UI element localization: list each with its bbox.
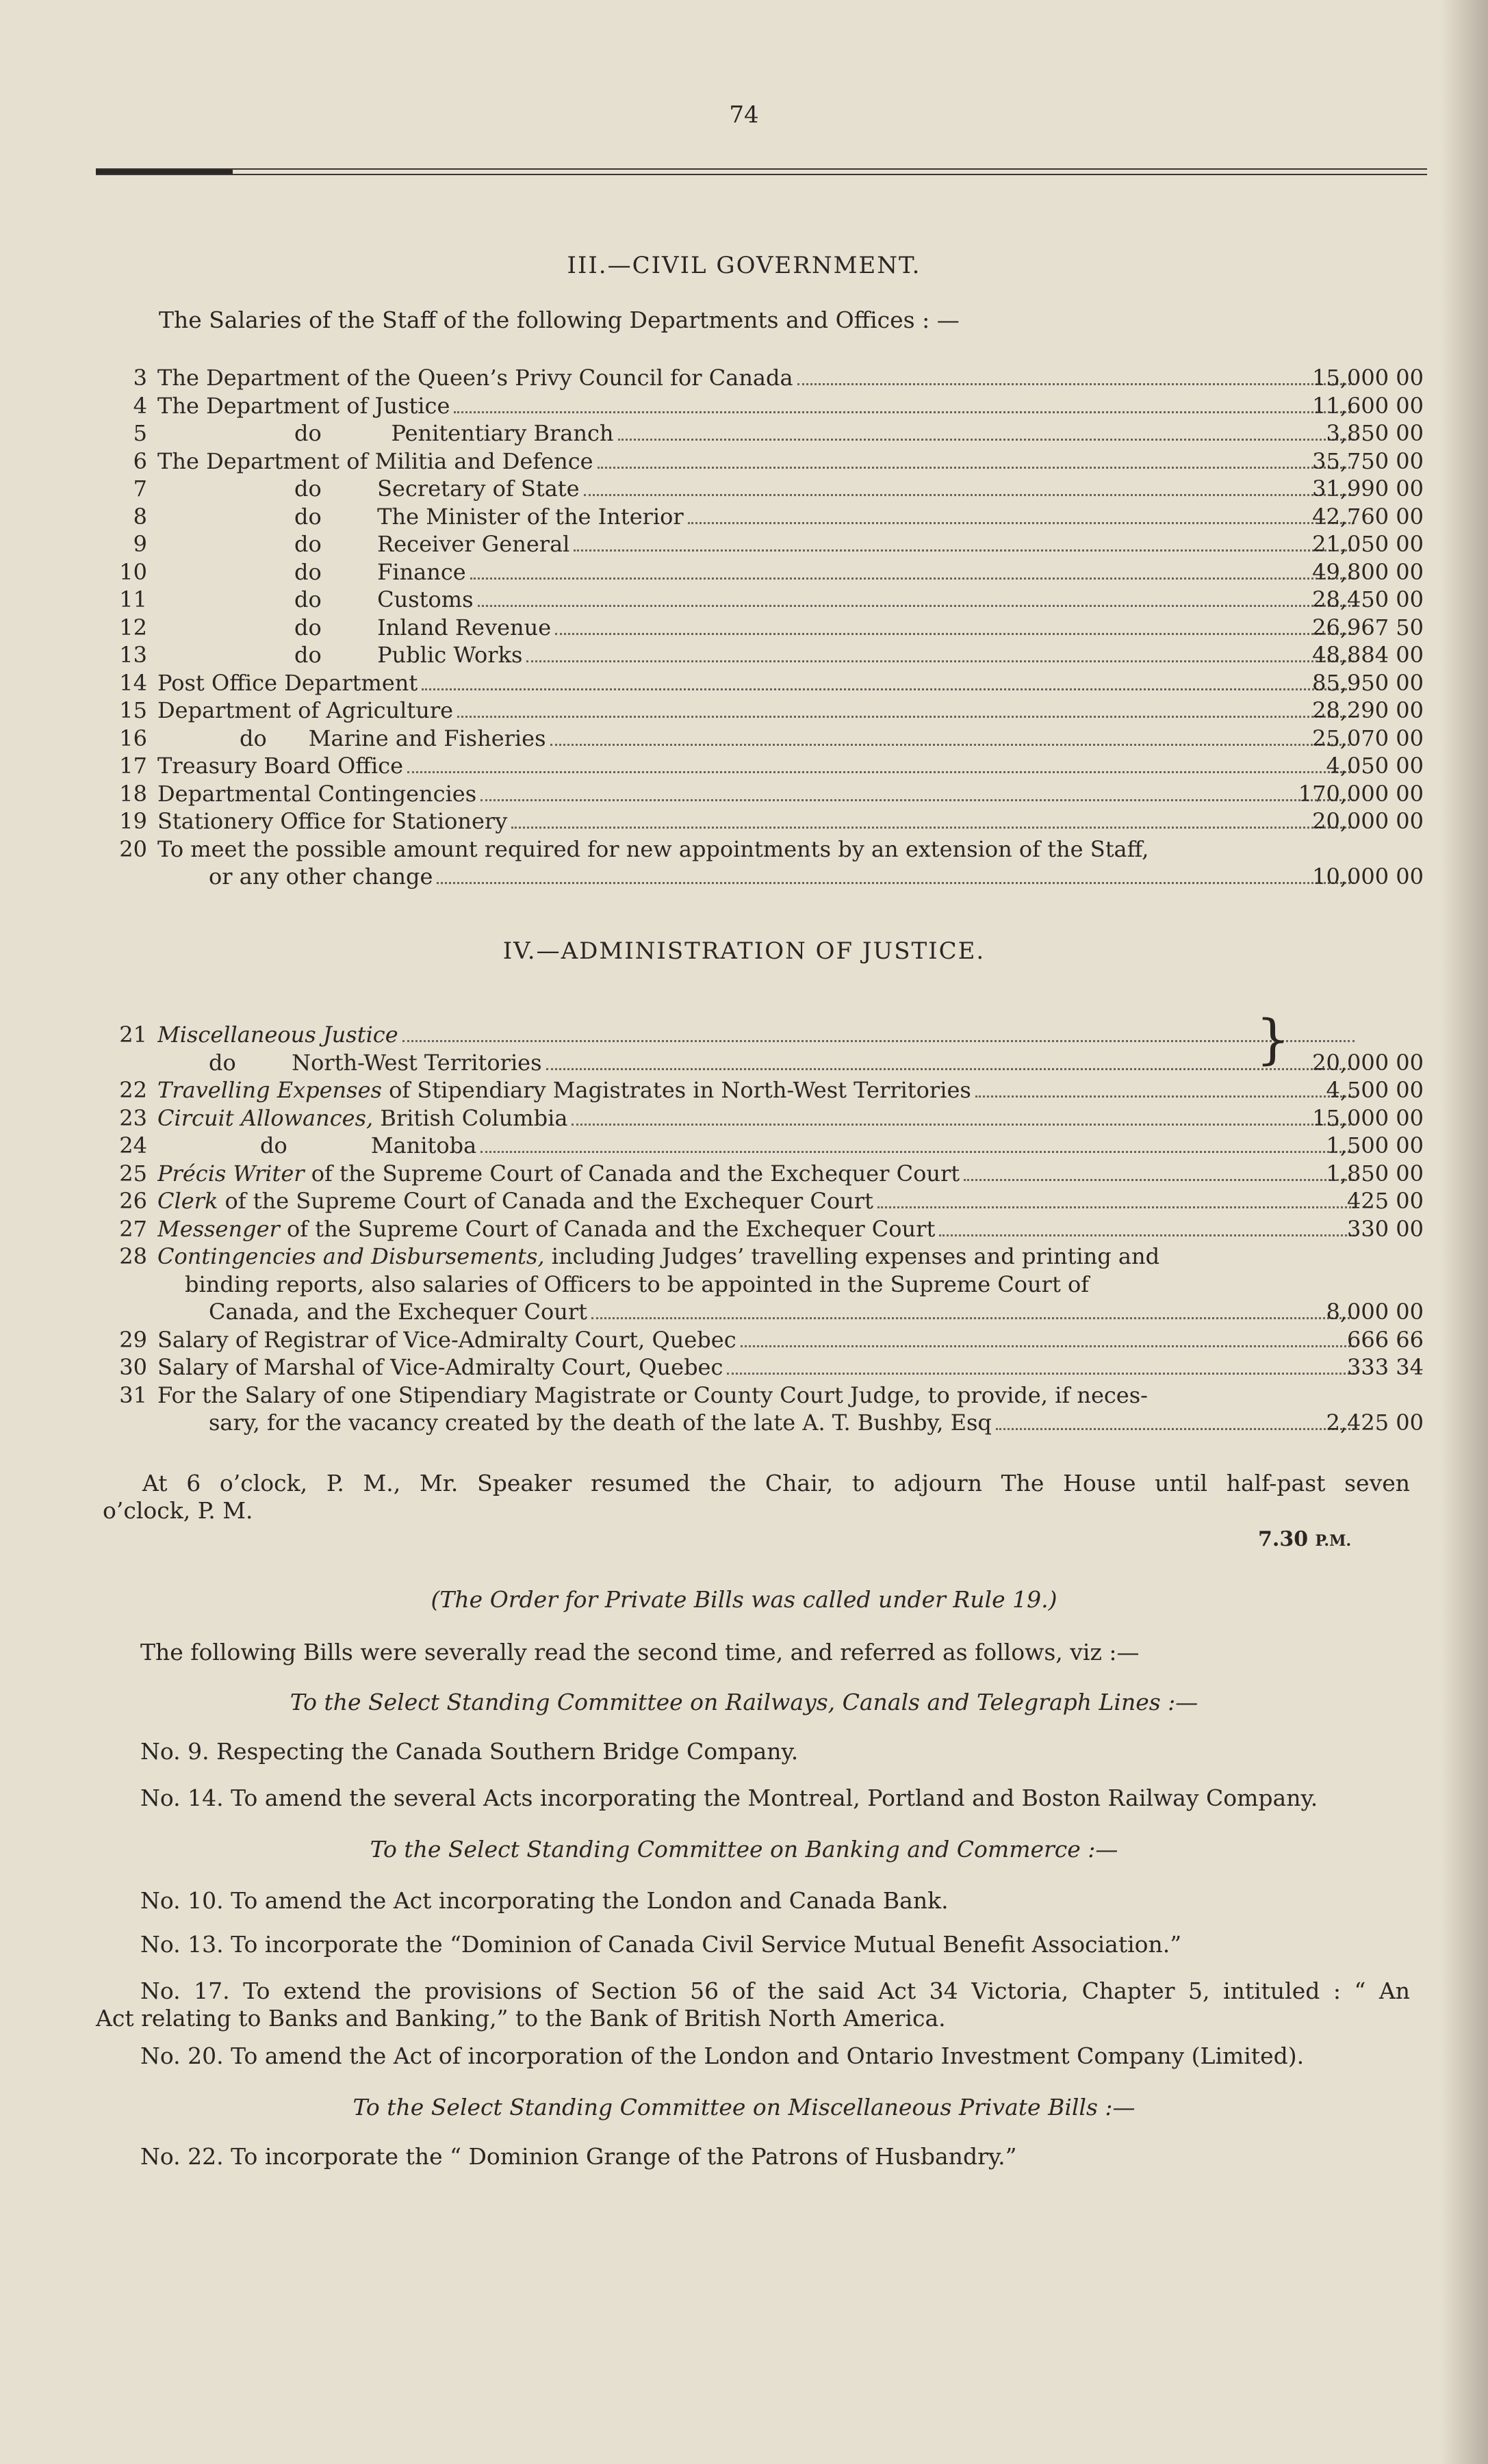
item-amount: 3,850 00	[1326, 420, 1424, 446]
item-italic-label: Messenger	[157, 1215, 280, 1242]
item-amount: 1,500 00	[1326, 1132, 1424, 1158]
dot-leader	[555, 632, 1355, 635]
committee-misc-heading: To the Select Standing Committee on Miscellaneous Private Bills :—	[352, 2094, 1136, 2121]
item-italic-label: Travelling Expenses	[157, 1077, 382, 1103]
item-amount: 2,425 00	[1326, 1410, 1424, 1436]
dot-leader	[478, 604, 1355, 607]
item-number: 4	[133, 392, 147, 419]
item-number: 6	[133, 448, 147, 474]
item-description: Salary of Registrar of Vice-Admiralty Court, Quebec	[157, 1326, 1359, 1354]
section-intro: The Salaries of the Staff of the following Departments and Offices : —	[159, 307, 960, 333]
item-number: 9	[133, 531, 147, 557]
item-italic-label: Contingencies and Disbursements,	[157, 1243, 545, 1269]
header-rule	[96, 167, 1427, 177]
estimate-row	[103, 503, 1424, 531]
dot-leader	[572, 1123, 1355, 1126]
item-number: 20	[119, 835, 147, 862]
item-number: 15	[119, 697, 147, 723]
item-description: Contingencies and Disbursements, including Judges’ travelling expenses and printing and	[157, 1243, 1160, 1269]
item-description: Stationery Office for Stationery	[157, 807, 1359, 835]
estimate-row	[103, 586, 1424, 614]
item-description: For the Salary of one Stipendiary Magistrate or County Court Judge, to provide, if neces-	[157, 1382, 1148, 1408]
item-italic-label: Précis Writer	[157, 1160, 305, 1186]
estimate-row	[103, 558, 1424, 586]
item-description: Departmental Contingencies	[157, 780, 1359, 808]
estimate-row	[103, 697, 1424, 725]
estimate-row	[103, 1132, 1424, 1160]
dot-leader	[591, 1317, 1355, 1319]
item-number: 12	[119, 614, 147, 640]
bill-17-line-1: No. 17. To extend the provisions of Section 56 of the said Act 34 Victoria, Chapter 5, intituled : “ An	[140, 1977, 1410, 2004]
estimate-row	[103, 835, 1424, 864]
item-italic-label: Circuit Allowances,	[157, 1104, 374, 1131]
item-description: do Receiver General	[157, 530, 1359, 558]
dot-leader	[526, 660, 1355, 662]
estimate-row	[103, 475, 1424, 503]
estimate-row	[103, 1409, 1424, 1437]
bill-22: No. 22. To incorporate the “ Dominion Grange of the Patrons of Husbandry.”	[140, 2143, 1017, 2170]
dot-leader	[402, 1039, 1355, 1042]
dot-leader	[797, 382, 1355, 385]
item-description: Post Office Department	[157, 669, 1359, 697]
bill-20: No. 20. To amend the Act of incorporation of the London and Ontario Investment Company (Limited).	[140, 2042, 1305, 2069]
item-amount: 25,070 00	[1312, 725, 1424, 751]
dot-leader	[437, 881, 1355, 884]
time-suffix: P.M.	[1315, 1532, 1352, 1550]
item-description: Department of Agriculture	[157, 697, 1359, 725]
estimate-row	[103, 669, 1424, 697]
item-number: 21	[119, 1022, 147, 1048]
estimate-row	[103, 1271, 1424, 1299]
item-number: 11	[119, 586, 147, 612]
dot-leader	[688, 521, 1355, 524]
bill-13: No. 13. To incorporate the “Dominion of Canada Civil Service Mutual Benefit Association.”	[140, 1931, 1182, 1958]
dot-leader	[618, 438, 1355, 441]
item-description: or any other change	[157, 863, 1359, 891]
item-description: Précis Writer of the Supreme Court of Canada and the Exchequer Court	[157, 1160, 1359, 1188]
justice-estimates	[103, 1009, 1424, 1437]
item-number: 16	[119, 725, 147, 751]
item-amount: 31,990 00	[1312, 476, 1424, 502]
item-description: binding reports, also salaries of Officers to be appointed in the Supreme Court of	[185, 1271, 1090, 1297]
item-description: do Finance	[157, 558, 1359, 586]
estimate-row	[103, 1382, 1424, 1410]
item-amount: 666 66	[1347, 1326, 1424, 1353]
dot-leader	[407, 770, 1355, 773]
estimate-row	[103, 1187, 1424, 1215]
bills-intro: The following Bills were severally read the second time, and referred as follows, viz :—	[140, 1639, 1140, 1665]
dot-leader	[598, 466, 1355, 469]
item-amount: 35,750 00	[1312, 448, 1424, 474]
item-description: Circuit Allowances, British Columbia	[157, 1104, 1359, 1132]
item-amount: 20,000 00	[1312, 1049, 1424, 1076]
item-description: Treasury Board Office	[157, 752, 1359, 780]
estimate-row	[103, 1215, 1424, 1243]
estimate-row	[103, 448, 1424, 476]
dot-leader	[422, 688, 1355, 690]
estimate-row	[103, 780, 1424, 808]
item-amount: 48,884 00	[1312, 642, 1424, 668]
item-amount: 15,000 00	[1312, 365, 1424, 391]
estimate-row	[103, 1076, 1424, 1104]
item-description: do Marine and Fisheries	[157, 725, 1359, 753]
item-description: Messenger of the Supreme Court of Canada and the Exchequer Court	[157, 1215, 1359, 1243]
dot-leader	[574, 549, 1355, 552]
dot-leader	[741, 1345, 1355, 1347]
estimate-row	[103, 419, 1424, 448]
item-number: 7	[133, 476, 147, 502]
item-amount: 425 00	[1347, 1188, 1424, 1214]
order-note: (The Order for Private Bills was called under Rule 19.)	[431, 1586, 1057, 1613]
item-amount: 4,050 00	[1326, 753, 1424, 779]
dot-leader	[550, 743, 1355, 746]
section-heading-administration-of-justice: IV.—ADMINISTRATION OF JUSTICE.	[502, 937, 986, 965]
item-description: sary, for the vacancy created by the death of the late A. T. Bushby, Esq	[157, 1409, 1359, 1437]
item-description: Canada, and the Exchequer Court	[157, 1298, 1359, 1326]
item-description: The Department of Militia and Defence	[157, 448, 1359, 476]
estimate-row	[103, 1353, 1424, 1382]
estimate-row	[103, 641, 1424, 669]
item-description: Clerk of the Supreme Court of Canada and the Exchequer Court	[157, 1187, 1359, 1215]
item-description: Travelling Expenses of Stipendiary Magistrates in North-West Territories	[157, 1076, 1359, 1104]
estimate-row	[103, 1243, 1424, 1271]
dot-leader	[480, 799, 1355, 801]
item-description: To meet the possible amount required for new appointments by an extension of the Staff,	[157, 835, 1149, 862]
dot-leader	[727, 1372, 1355, 1375]
committee-railways-heading: To the Select Standing Committee on Railways, Canals and Telegraph Lines :—	[290, 1689, 1198, 1715]
item-description: The Department of the Queen’s Privy Council for Canada	[157, 364, 1359, 392]
item-amount: 4,500 00	[1326, 1077, 1424, 1103]
item-description: do The Minister of the Interior	[157, 503, 1359, 531]
estimate-row	[103, 530, 1424, 558]
dot-leader	[511, 826, 1355, 829]
item-italic-label: Clerk	[157, 1188, 218, 1214]
item-number: 31	[119, 1382, 147, 1408]
item-description	[157, 1021, 1359, 1049]
bill-9: No. 9. Respecting the Canada Southern Bridge Company.	[140, 1738, 799, 1765]
estimate-row	[103, 1326, 1424, 1354]
item-number: 22	[119, 1077, 147, 1103]
estimate-row	[103, 1298, 1424, 1326]
estimate-row	[103, 364, 1424, 392]
adjourn-line-2: o’clock, P. M.	[103, 1497, 253, 1524]
estimate-row	[103, 392, 1424, 420]
item-amount: 21,050 00	[1312, 531, 1424, 557]
item-amount: 26,967 50	[1312, 614, 1424, 640]
item-number: 17	[119, 753, 147, 779]
estimate-row	[103, 1021, 1424, 1049]
item-number: 29	[119, 1326, 147, 1353]
item-amount: 28,290 00	[1312, 697, 1424, 723]
estimate-row	[103, 1160, 1424, 1188]
section-heading-civil-government: III.—CIVIL GOVERNMENT.	[567, 252, 921, 279]
time-stamp	[1258, 1527, 1351, 1551]
estimate-row	[103, 752, 1424, 780]
bill-14: No. 14. To amend the several Acts incorporating the Montreal, Portland and Boston Railway Company.	[140, 1785, 1318, 1811]
item-number: 8	[133, 503, 147, 530]
item-amount: 49,800 00	[1312, 558, 1424, 585]
item-number: 13	[119, 642, 147, 668]
item-description: do Penitentiary Branch	[157, 419, 1359, 448]
adjourn-paragraph	[103, 1470, 1410, 1525]
estimate-row	[103, 614, 1424, 642]
item-amount: 11,600 00	[1312, 392, 1424, 419]
item-description: do Customs	[157, 586, 1359, 614]
dot-leader	[546, 1067, 1355, 1070]
item-number: 25	[119, 1160, 147, 1186]
item-description: do Inland Revenue	[157, 614, 1359, 642]
page-number: 74	[729, 101, 759, 129]
item-description: do Manitoba	[157, 1132, 1359, 1160]
item-amount: 330 00	[1347, 1215, 1424, 1242]
item-amount: 85,950 00	[1312, 669, 1424, 696]
item-description: Salary of Marshal of Vice-Admiralty Court, Quebec	[157, 1353, 1359, 1382]
item-amount: 333 34	[1347, 1354, 1424, 1380]
bill-10: No. 10. To amend the Act incorporating the London and Canada Bank.	[140, 1887, 949, 1914]
item-italic-label: Miscellaneous Justice	[157, 1022, 398, 1048]
item-number: 19	[119, 808, 147, 834]
estimate-row	[103, 725, 1424, 753]
item-amount: 170,000 00	[1298, 780, 1424, 807]
dot-leader	[470, 577, 1355, 580]
estimate-row	[103, 1104, 1424, 1132]
bill-17	[96, 1977, 1410, 2032]
item-number: 30	[119, 1354, 147, 1380]
estimate-row	[103, 807, 1424, 835]
time-value: 7.30	[1258, 1527, 1309, 1551]
item-number: 26	[119, 1188, 147, 1214]
item-amount: 20,000 00	[1312, 808, 1424, 834]
item-number: 3	[133, 365, 147, 391]
item-number: 18	[119, 780, 147, 807]
item-amount: 10,000 00	[1312, 864, 1424, 890]
item-number: 24	[119, 1132, 147, 1158]
item-number: 23	[119, 1104, 147, 1131]
civil-government-estimates	[103, 364, 1424, 891]
item-description: do North-West Territories	[157, 1049, 1359, 1077]
item-amount: 15,000 00	[1312, 1104, 1424, 1131]
dot-leader	[457, 715, 1355, 718]
dot-leader	[584, 493, 1355, 496]
item-description: The Department of Justice	[157, 392, 1359, 420]
item-number: 14	[119, 669, 147, 696]
dot-leader	[480, 1150, 1355, 1153]
item-amount: 42,760 00	[1312, 503, 1424, 530]
adjourn-line-1: At 6 o’clock, P. M., Mr. Speaker resumed the Chair, to adjourn The House until half-past seven	[142, 1470, 1410, 1496]
estimate-row	[103, 863, 1424, 891]
dot-leader	[454, 411, 1355, 413]
item-description: do Public Works	[157, 641, 1359, 669]
item-number: 10	[119, 558, 147, 585]
item-number: 5	[133, 420, 147, 446]
item-number: 27	[119, 1215, 147, 1242]
item-amount: 28,450 00	[1312, 586, 1424, 612]
brace-bracket: }	[1256, 1009, 1290, 1071]
item-amount: 1,850 00	[1326, 1160, 1424, 1186]
committee-banking-heading: To the Select Standing Committee on Banking and Commerce :—	[370, 1836, 1118, 1863]
bill-17-line-2: Act relating to Banks and Banking,” to the Bank of British North America.	[96, 2005, 946, 2032]
item-amount: 8,000 00	[1326, 1299, 1424, 1325]
item-description: do Secretary of State	[157, 475, 1359, 503]
item-number: 28	[119, 1243, 147, 1269]
